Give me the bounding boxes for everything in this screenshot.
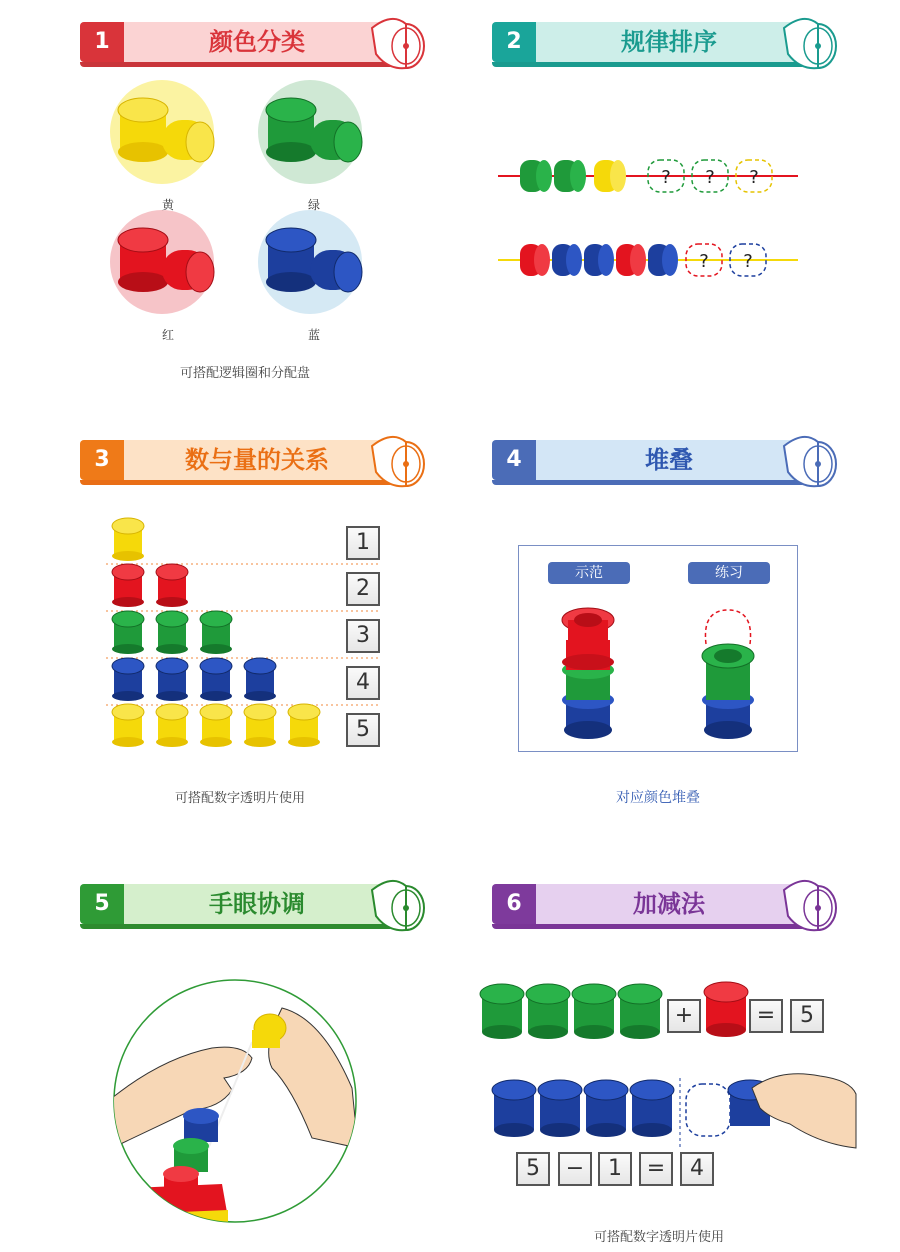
question-mark: ? [705, 167, 715, 188]
label-blue: 蓝 [307, 328, 320, 342]
spool-icon-3 [362, 426, 426, 490]
label-yellow: 黄 [161, 198, 174, 212]
hand-eye-illustration [112, 978, 358, 1224]
stacking-illustration [556, 600, 766, 745]
addition-result-box: 5 [790, 999, 824, 1033]
plus-sign-box: + [667, 999, 701, 1033]
spool-icon-5 [362, 870, 426, 934]
pattern-sequence-row-2 [498, 234, 808, 284]
spool-icon-6 [774, 870, 838, 934]
section-1-title: 颜色分类 [209, 28, 305, 56]
question-mark: ? [699, 251, 709, 272]
quantity-rows [106, 514, 386, 754]
tag-practice: 练习 [688, 562, 770, 584]
question-mark: ? [749, 167, 759, 188]
spool-icon-4 [774, 426, 838, 490]
section-2-title: 规律排序 [621, 28, 717, 56]
minus-sign-box: − [558, 1152, 592, 1186]
section-5-number: 5 [80, 884, 124, 924]
minuend-box: 5 [516, 1152, 550, 1186]
section-3-number: 3 [80, 440, 124, 480]
addition-spools [478, 982, 748, 1044]
section-5-title: 手眼协调 [209, 890, 305, 918]
section-2-number: 2 [492, 22, 536, 62]
tag-demo: 示范 [548, 562, 630, 584]
count-box-1: 1 [346, 526, 380, 560]
practice-stack [702, 610, 754, 739]
count-box-5: 5 [346, 713, 380, 747]
section-6-number: 6 [492, 884, 536, 924]
blue-spool [183, 1108, 219, 1142]
hand [752, 1074, 856, 1148]
section-6-caption: 可搭配数字透明片使用 [593, 1230, 724, 1245]
spool-icon-2 [774, 8, 838, 72]
subtraction-result-box: 4 [680, 1152, 714, 1186]
section-4-title: 堆叠 [645, 446, 693, 474]
section-1-caption: 可搭配逻辑圈和分配盘 [179, 366, 310, 381]
section-4-number: 4 [492, 440, 536, 480]
section-3-caption: 可搭配数字透明片使用 [174, 791, 305, 806]
equals-sign-box-2: = [639, 1152, 673, 1186]
demo-stack [562, 608, 614, 739]
label-green: 绿 [307, 198, 320, 212]
section-1-number: 1 [80, 22, 124, 62]
color-sort-illustration [100, 80, 380, 340]
equals-sign-box: = [749, 999, 783, 1033]
section-4-caption: 对应颜色堆叠 [616, 790, 700, 806]
count-box-3: 3 [346, 619, 380, 653]
count-box-2: 2 [346, 572, 380, 606]
subtrahend-box: 1 [598, 1152, 632, 1186]
subtraction-spools [490, 1074, 860, 1154]
count-box-4: 4 [346, 666, 380, 700]
section-3-title: 数与量的关系 [185, 446, 329, 474]
spool-icon-1 [362, 8, 426, 72]
question-mark: ? [661, 167, 671, 188]
label-red: 红 [161, 328, 174, 342]
question-mark: ? [743, 251, 753, 272]
section-6-title: 加减法 [633, 890, 705, 918]
pattern-sequence-row-1 [498, 150, 808, 200]
